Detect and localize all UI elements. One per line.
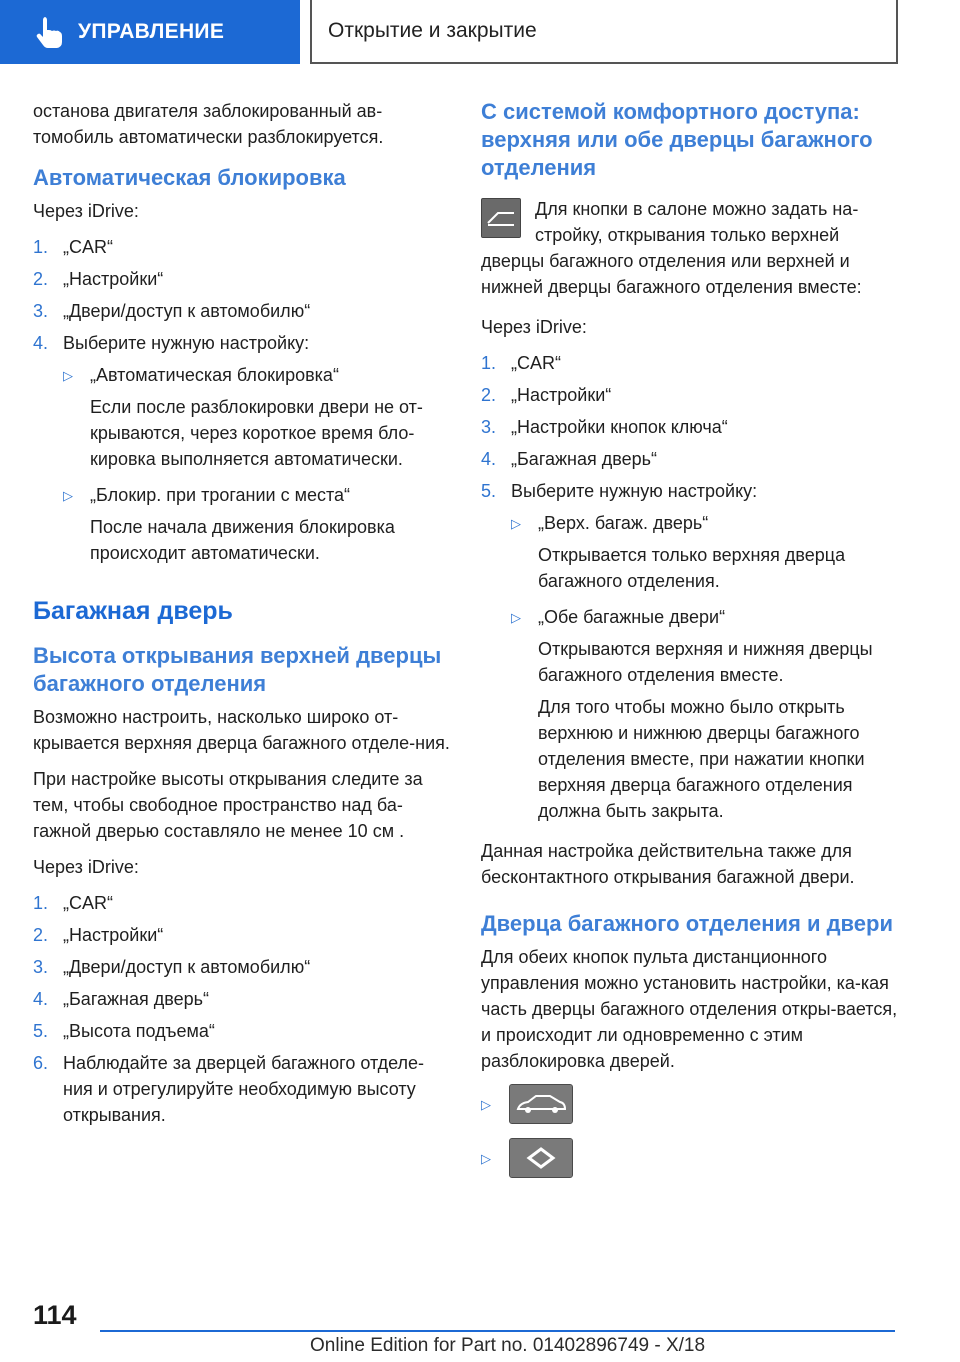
step-text: „Настройки кнопок ключа“ <box>511 417 728 437</box>
intro-paragraph: останова двигателя заблокированный ав-томобиль автоматически разблокируется. <box>33 101 384 147</box>
comfort-heading: С системой комфортного доступа: верхняя или обе дверцы багажного отделения <box>481 99 873 180</box>
step-number: 3. <box>33 301 49 321</box>
list-item <box>33 330 453 356</box>
chapter-title: Открытие и закрытие <box>328 19 537 42</box>
option-item <box>511 604 901 828</box>
height-via: Через iDrive: <box>33 857 139 877</box>
step-text: „CAR“ <box>511 353 561 373</box>
list-item <box>33 266 453 292</box>
option-item <box>63 362 453 476</box>
triangle-bullet-icon: ▷ <box>511 516 521 531</box>
remote-option-diamond <box>481 1138 901 1178</box>
step-text: „CAR“ <box>63 893 113 913</box>
step-text: „Настройки“ <box>63 269 164 289</box>
doors-heading: Дверца багажного отделения и двери <box>481 911 893 936</box>
right-column <box>481 98 901 1192</box>
triangle-bullet-icon: ▷ <box>63 488 73 503</box>
step-number: 4. <box>33 989 49 1009</box>
diamond-button-icon <box>509 1138 573 1178</box>
footer-edition: Online Edition for Part no. 01402896749 - X/18 <box>310 1335 706 1356</box>
height-heading: Высота открывания верхней дверцы багажного отделения <box>33 643 442 696</box>
comfort-paragraph-2: Данная настройка действительна также для бесконтактного открывания багажной двери. <box>481 841 855 887</box>
option-item <box>511 510 901 598</box>
comfort-steps <box>481 350 901 828</box>
auto-lock-via: Через iDrive: <box>33 201 139 221</box>
step-text: „Багажная дверь“ <box>511 449 657 469</box>
left-column <box>33 98 453 1138</box>
pointing-hand-icon <box>34 15 64 49</box>
step-text: „Настройки“ <box>511 385 612 405</box>
chapter-header <box>310 0 898 64</box>
list-item <box>481 350 901 376</box>
step-text: Выберите нужную настройку: <box>63 333 310 353</box>
option-description: Открывается только верхняя дверца багажного отделения. <box>538 545 846 591</box>
option-title: „Блокир. при трогании с места“ <box>90 485 351 505</box>
step-number: 2. <box>481 385 497 405</box>
list-item <box>33 890 453 916</box>
remote-option-car <box>481 1084 901 1124</box>
step-number: 5. <box>481 481 497 501</box>
list-item <box>481 382 901 408</box>
step-number: 1. <box>33 893 49 913</box>
step-number: 2. <box>33 925 49 945</box>
option-title: „Автоматическая блокировка“ <box>90 365 339 385</box>
auto-lock-steps <box>33 234 453 570</box>
step-number: 3. <box>33 957 49 977</box>
comfort-via: Через iDrive: <box>481 317 587 337</box>
step-number: 4. <box>33 333 49 353</box>
list-item <box>33 986 453 1012</box>
height-paragraph-1: Возможно настроить, насколько широко от-крывается верхняя дверца багажного отделе-ния. <box>33 707 450 753</box>
step-number: 1. <box>33 237 49 257</box>
car-tailgate-icon <box>509 1084 573 1124</box>
option-description: После начала движения блокировка происходит автоматически. <box>90 517 395 563</box>
option-title: „Верх. багаж. дверь“ <box>538 513 709 533</box>
doors-paragraph: Для обеих кнопок пульта дистанционного управления можно установить настройки, ка-кая часть дверцы багажного отделения откры-вается, и происходит ли одновременно с этим разблокировка дверей. <box>481 947 898 1071</box>
step-text: „Настройки“ <box>63 925 164 945</box>
height-steps <box>33 890 453 1128</box>
list-item <box>33 954 453 980</box>
step-number: 1. <box>481 353 497 373</box>
list-item <box>33 234 453 260</box>
tailgate-button-icon <box>481 198 521 238</box>
step-text: Выберите нужную настройку: <box>511 481 758 501</box>
step-number: 3. <box>481 417 497 437</box>
list-item <box>33 1018 453 1044</box>
step-text: „Двери/доступ к автомобилю“ <box>63 957 311 977</box>
step-text: „Высота подъема“ <box>63 1021 215 1041</box>
step-number: 5. <box>33 1021 49 1041</box>
list-item <box>481 446 901 472</box>
list-item <box>481 414 901 440</box>
step-text: „Двери/доступ к автомобилю“ <box>63 301 311 321</box>
tailgate-heading: Багажная дверь <box>33 597 233 625</box>
step-number: 2. <box>33 269 49 289</box>
option-description: Если после разблокировки двери не от-крываются, через короткое время бло-кировка выполняется автоматически. <box>90 397 423 469</box>
triangle-bullet-icon: ▷ <box>481 1150 491 1166</box>
list-item <box>33 298 453 324</box>
list-item <box>481 478 901 504</box>
step-text: Наблюдайте за дверцей багажного отделе-ния и отрегулируйте необходимую высоту открывания. <box>63 1053 425 1125</box>
section-title: УПРАВЛЕНИЕ <box>78 20 225 43</box>
triangle-bullet-icon: ▷ <box>511 610 521 625</box>
auto-lock-heading: Автоматическая блокировка <box>33 165 346 190</box>
step-number: 6. <box>33 1053 49 1073</box>
list-item <box>33 922 453 948</box>
step-text: „CAR“ <box>63 237 113 257</box>
option-item <box>63 482 453 570</box>
triangle-bullet-icon: ▷ <box>481 1096 491 1112</box>
step-text: „Багажная дверь“ <box>63 989 209 1009</box>
option-note: Для того чтобы можно было открыть верхнюю и нижнюю дверцы багажного отделения вместе, при нажатии кнопки верхняя дверца багажного отделения должна быть закрыта. <box>538 697 865 821</box>
comfort-paragraph-1 <box>481 196 901 300</box>
section-tab <box>0 0 300 64</box>
footer-divider <box>100 1330 895 1332</box>
list-item <box>33 1050 453 1128</box>
option-title: „Обе багажные двери“ <box>538 607 726 627</box>
step-number: 4. <box>481 449 497 469</box>
height-paragraph-2: При настройке высоты открывания следите за тем, чтобы свободное пространство над ба-гажной дверью составляло не менее 10 см . <box>33 769 423 841</box>
page-number: 114 <box>33 1300 77 1330</box>
option-description: Открываются верхняя и нижняя дверцы багажного отделения вместе. <box>538 639 873 685</box>
comfort-text: Для кнопки в салоне можно задать на-стройку, открывания только верхней дверцы багажного отделения или верхней и нижней дверцы багажного отделения вместе: <box>481 199 862 297</box>
triangle-bullet-icon: ▷ <box>63 368 73 383</box>
